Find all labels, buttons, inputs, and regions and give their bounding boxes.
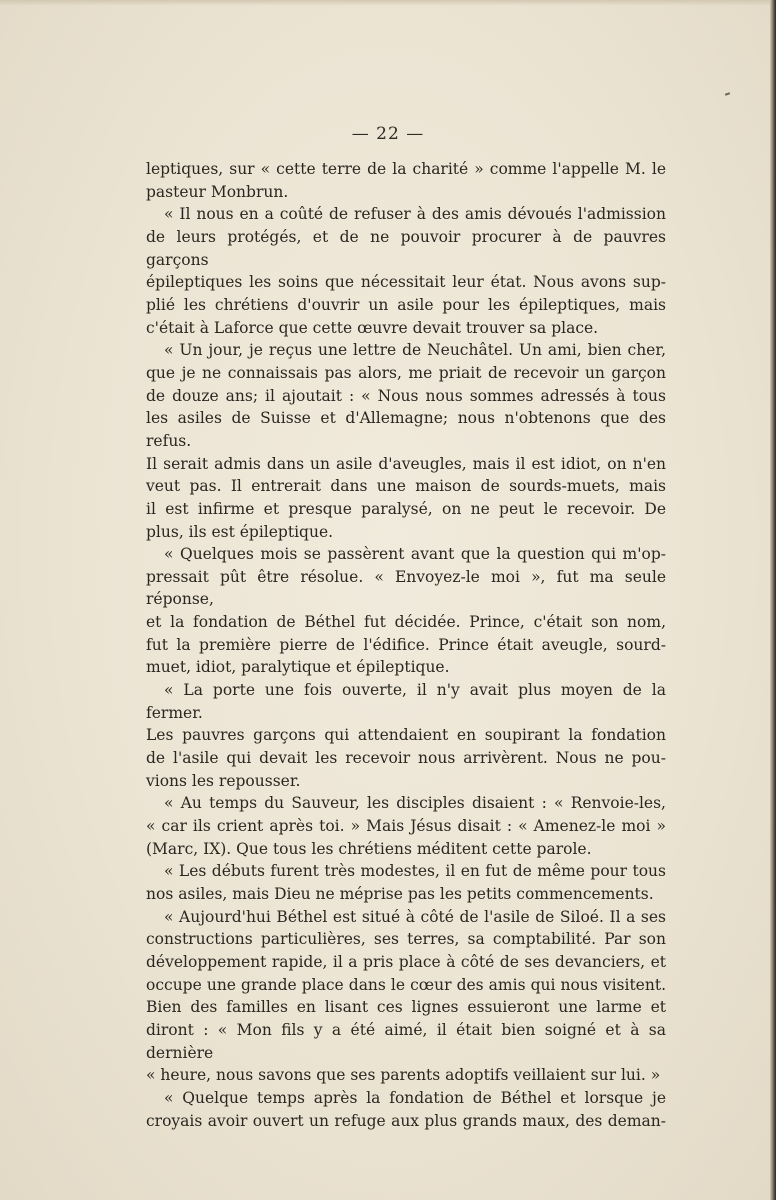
body-text [146, 158, 666, 1132]
text-line: « heure, nous savons que ses parents adoptifs veillaient sur lui. » [146, 1066, 661, 1085]
paragraph [146, 1087, 666, 1132]
text-line: pressait pût être résolue. « Envoyez-le moi », fut ma seule réponse, [146, 567, 666, 609]
text-line: Les pauvres garçons qui attendaient en soupirant la fondation [146, 726, 666, 745]
page-top-edge-shadow [0, 0, 776, 6]
paragraph [146, 860, 666, 905]
text-line: « La porte une fois ouverte, il n'y avait plus moyen de la fermer. [146, 681, 666, 722]
text-line: il est infirme et presque paralysé, on ne peut le recevoir. De [146, 499, 666, 518]
text-line: « car ils crient après toi. » Mais Jésus disait : « Amenez-le moi » [146, 817, 666, 836]
text-line: Bien des familles en lisant ces lignes essuieront une larme et [146, 998, 666, 1017]
text-line: fut la première pierre de l'édifice. Prince était aveugle, sourd- [146, 635, 666, 654]
text-line: de douze ans; il ajoutait : « Nous nous sommes adressés à tous [146, 386, 666, 405]
text-line: diront : « Mon fils y a été aimé, il était bien soigné et à sa dernière [146, 1020, 666, 1062]
text-line: « Il nous en a coûté de refuser à des amis dévoués l'admission [164, 205, 666, 224]
text-line: les asiles de Suisse et d'Allemagne; nous n'obtenons que des refus. [146, 409, 666, 450]
text-line: « Aujourd'hui Béthel est situé à côté de l'asile de Siloé. Il a ses [164, 907, 666, 926]
text-line: « Les débuts furent très modestes, il en fut de même pour tous [164, 862, 666, 881]
text-line: « Un jour, je reçus une lettre de Neuchâtel. Un ami, bien cher, [164, 341, 666, 360]
text-line: c'était à Laforce que cette œuvre devait trouver sa place. [146, 318, 599, 337]
text-line: de leurs protégés, et de ne pouvoir procurer à de pauvres garçons [146, 227, 666, 269]
paper-speck [725, 92, 730, 96]
text-line: et la fondation de Béthel fut décidée. Prince, c'était son nom, [146, 613, 666, 632]
text-line: occupe une grande place dans le cœur des amis qui nous visitent. [146, 975, 666, 994]
paragraph [146, 792, 666, 860]
text-line: épileptiques les soins que nécessitait leur état. Nous avons sup- [146, 273, 666, 292]
text-line: croyais avoir ouvert un refuge aux plus grands maux, des deman- [146, 1111, 666, 1130]
paragraph [146, 906, 666, 1087]
text-line: constructions particulières, ses terres, sa comptabilité. Par son [146, 930, 666, 949]
paragraph [146, 679, 666, 792]
paragraph [146, 203, 666, 339]
text-line: pasteur Monbrun. [146, 182, 289, 201]
text-line: leptiques, sur « cette terre de la charité » comme l'appelle M. le [146, 160, 666, 178]
text-line: que je ne connaissais pas alors, me priait de recevoir un garçon [146, 363, 666, 382]
text-line: de l'asile qui devait les recevoir nous arrivèrent. Nous ne pou- [146, 749, 666, 768]
text-line: plus, ils est épileptique. [146, 522, 334, 541]
text-line: vions les repousser. [146, 771, 301, 790]
text-line: (Marc, IX). Que tous les chrétiens méditent cette parole. [146, 839, 592, 858]
paragraph [146, 158, 666, 203]
text-line: nos asiles, mais Dieu ne méprise pas les petits commencements. [146, 885, 654, 903]
text-line: Il serait admis dans un asile d'aveugles, mais il est idiot, on n'en [146, 454, 666, 473]
page-number: — 22 — [351, 124, 425, 144]
text-line: veut pas. Il entrerait dans une maison de sourds-muets, mais [146, 477, 666, 496]
text-line: développement rapide, il a pris place à côté de ses devanciers, et [146, 952, 666, 971]
text-line: « Quelque temps après la fondation de Béthel et lorsque je [164, 1088, 666, 1107]
paragraph [146, 543, 666, 679]
text-line: « Quelques mois se passèrent avant que la question qui m'op- [164, 545, 666, 564]
page-right-edge-binding [770, 0, 776, 1200]
text-line: muet, idiot, paralytique et épileptique. [146, 658, 450, 677]
paragraph [146, 339, 666, 543]
text-line: plié les chrétiens d'ouvrir un asile pour les épileptiques, mais [146, 295, 666, 314]
text-line: « Au temps du Sauveur, les disciples disaient : « Renvoie-les, [164, 794, 666, 813]
